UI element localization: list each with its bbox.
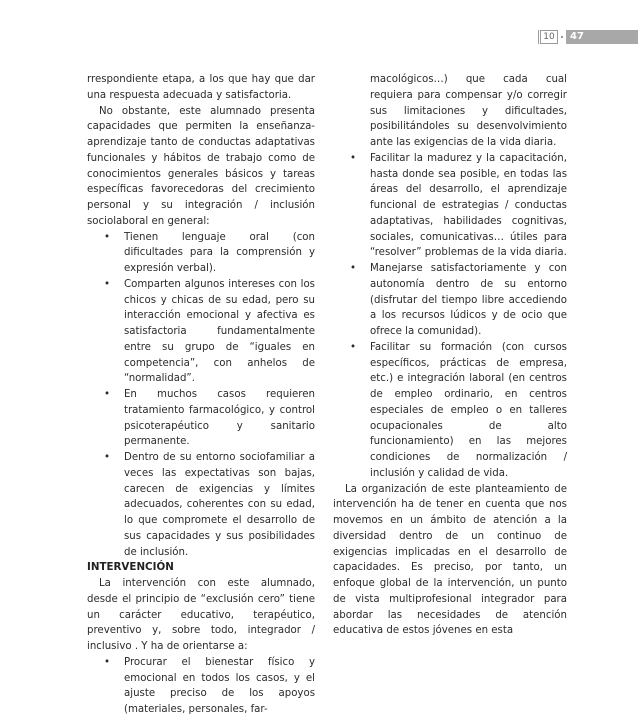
list-item: • Tienen lenguaje oral (con dificultades para la comprensión y expresión verbal). [87,230,315,277]
bullet-list [87,230,315,561]
chapter-tab: 10 [540,30,558,44]
bullet-list [87,655,315,718]
header-dot [561,36,563,38]
header-separator [538,30,539,44]
list-item: • En muchos casos requieren tratamiento farmacológico, y control psicoterapéutico y sanitario permanente. [87,387,315,450]
section-heading: INTERVENCIÓN [87,561,174,574]
list-item-continuation: macológicos…) que cada cual requiera para compensar y/o corregir sus limitaciones y dificultades, posibilitándoles su desenvolvimiento ante las exigencias de la vida diaria. [370,74,567,148]
page-number: 47 [566,30,638,44]
paragraph: rrespondiente etapa, a los que hay que dar una respuesta adecuada y satisfactoria. [87,74,315,101]
left-column [87,72,315,718]
list-item: • Procurar el bienestar físico y emocional en todos los casos, y el ajuste preciso de los apoyos (materiales, personales, far- [87,655,315,718]
bullet-list [333,151,567,482]
paragraph: La organización de este planteamiento de intervención ha de tener en cuenta que nos movemos en un ámbito de atención a la diversidad dentro de un continuo de exigencias implicadas en el desarrollo de capacidades. Es preciso, por tanto, un enfoque global de la intervención, un punto de vista multiprofesional integrador para abordar las necesidades de atención educativa de estos jóvenes en esta [333,483,567,637]
list-item: • Facilitar la madurez y la capacitación, hasta donde sea posible, en todas las áreas del desarrollo, el aprendizaje funcional de estrategias / conductas adaptativas, habilidades cognitivas, sociales, comunicativas… útiles para “resolver” problemas de la vida diaria. [333,151,567,261]
list-item: • Dentro de su entorno sociofamiliar a veces las expectativas son bajas, carecen de exigencias y límites adecuados, coherentes con su edad, lo que compromete el desarrollo de sus capacidades y sus posibilidades de inclusión. [87,450,315,560]
list-item: • Manejarse satisfactoriamente y con autonomía dentro de su entorno (disfrutar del tiempo libre accediendo a los recursos lúdicos y de ocio que ofrece la comunidad). [333,261,567,340]
right-column [333,72,567,639]
paragraph: La intervención con este alumnado, desde el principio de “exclusión cero” tiene un carácter educativo, terapéutico, preventivo y, sobre todo, integrador / inclusivo . Y ha de orientarse a: [87,578,315,652]
list-item: • Facilitar su formación (con cursos específicos, prácticas de empresa, etc.) e integración laboral (en centros de empleo ordinario, en centros especiales de empleo o en talleres ocupacionales de alto funcionamiento) en las mejores condiciones de normalización / inclusión y calidad de vida. [333,340,567,482]
list-item: • Comparten algunos intereses con los chicos y chicas de su edad, pero su interacción emocional y afectiva es satisfactoria fundamentalmente entre su grupo de “iguales en competencia”, con anhelos de “normalidad”. [87,277,315,387]
paragraph: No obstante, este alumnado presenta capacidades que permiten la enseñanza-aprendizaje tanto de conductas adaptativas funcionales y hábitos de trabajo como de conocimientos generales básicos y tareas específicas favorecedoras del crecimiento personal y su integración / inclusión sociolaboral en general: [87,105,315,227]
page-header [538,30,638,44]
